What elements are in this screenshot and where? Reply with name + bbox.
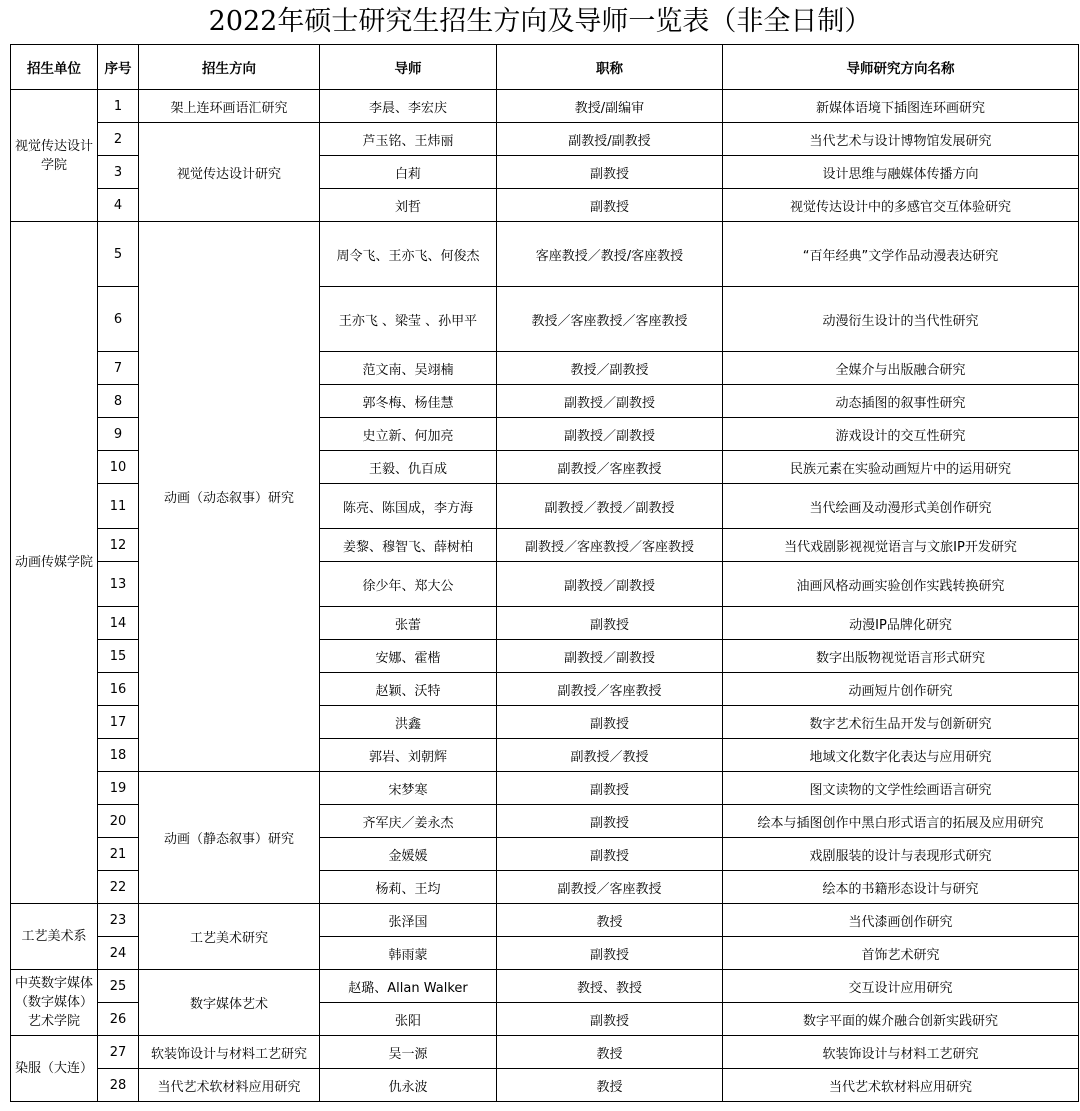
title-cell: 副教授／教授 (497, 739, 723, 772)
advisor-cell: 张泽国 (320, 904, 497, 937)
advisor-cell: 李晨、李宏庆 (320, 90, 497, 123)
row-no: 3 (98, 156, 139, 189)
title-cell: 副教授 (497, 937, 723, 970)
row-no: 12 (98, 529, 139, 562)
advisor-cell: 芦玉铭、王炜丽 (320, 123, 497, 156)
table-row (11, 970, 1079, 1003)
row-no: 26 (98, 1003, 139, 1036)
direction-cell: 动画（动态叙事）研究 (139, 222, 320, 772)
advisor-cell: 陈亮、陈国成，李方海 (320, 484, 497, 529)
title-cell: 副教授／副教授 (497, 418, 723, 451)
topic-cell: 首饰艺术研究 (723, 937, 1079, 970)
table-row (11, 123, 1079, 156)
advisor-cell: 洪鑫 (320, 706, 497, 739)
advisor-cell: 宋梦寒 (320, 772, 497, 805)
row-no: 25 (98, 970, 139, 1003)
row-no: 9 (98, 418, 139, 451)
row-no: 24 (98, 937, 139, 970)
topic-cell: 动漫衍生设计的当代性研究 (723, 287, 1079, 352)
row-no: 1 (98, 90, 139, 123)
advisor-cell: 刘哲 (320, 189, 497, 222)
topic-cell: 视觉传达设计中的多感官交互体验研究 (723, 189, 1079, 222)
table-row (11, 1069, 1079, 1102)
table-row (11, 222, 1079, 287)
topic-cell: 民族元素在实验动画短片中的运用研究 (723, 451, 1079, 484)
topic-cell: 当代艺术与设计博物馆发展研究 (723, 123, 1079, 156)
topic-cell: 游戏设计的交互性研究 (723, 418, 1079, 451)
row-no: 18 (98, 739, 139, 772)
advisor-cell: 仇永波 (320, 1069, 497, 1102)
topic-cell: 动漫IP品牌化研究 (723, 607, 1079, 640)
row-no: 2 (98, 123, 139, 156)
row-no: 6 (98, 287, 139, 352)
topic-cell: 当代艺术软材料应用研究 (723, 1069, 1079, 1102)
advisor-cell: 范文南、吴翊楠 (320, 352, 497, 385)
row-no: 23 (98, 904, 139, 937)
topic-cell: 当代绘画及动漫形式美创作研究 (723, 484, 1079, 529)
direction-cell: 工艺美术研究 (139, 904, 320, 970)
title-cell: 副教授／副教授 (497, 640, 723, 673)
advisor-cell: 郭岩、刘朝辉 (320, 739, 497, 772)
topic-cell: 动画短片创作研究 (723, 673, 1079, 706)
title-cell: 教授 (497, 904, 723, 937)
advisor-cell: 安娜、霍楷 (320, 640, 497, 673)
advisor-cell: 姜黎、穆智飞、薛树柏 (320, 529, 497, 562)
topic-cell: “百年经典”文学作品动漫表达研究 (723, 222, 1079, 287)
row-no: 19 (98, 772, 139, 805)
row-no: 15 (98, 640, 139, 673)
topic-cell: 设计思维与融媒体传播方向 (723, 156, 1079, 189)
title-cell: 教授／副教授 (497, 352, 723, 385)
row-no: 5 (98, 222, 139, 287)
topic-cell: 油画风格动画实验创作实践转换研究 (723, 562, 1079, 607)
advisor-cell: 韩雨蒙 (320, 937, 497, 970)
topic-cell: 数字平面的媒介融合创新实践研究 (723, 1003, 1079, 1036)
advisor-cell: 吴一源 (320, 1036, 497, 1069)
row-no: 14 (98, 607, 139, 640)
title-cell: 教授／客座教授／客座教授 (497, 287, 723, 352)
row-no: 7 (98, 352, 139, 385)
direction-cell: 视觉传达设计研究 (139, 123, 320, 222)
topic-cell: 当代漆画创作研究 (723, 904, 1079, 937)
title-cell: 客座教授／教授/客座教授 (497, 222, 723, 287)
unit-cell: 视觉传达设计学院 (11, 90, 98, 222)
advisor-cell: 郭冬梅、杨佳慧 (320, 385, 497, 418)
topic-cell: 数字出版物视觉语言形式研究 (723, 640, 1079, 673)
header-unit: 招生单位 (11, 45, 98, 90)
title-cell: 教授 (497, 1036, 723, 1069)
topic-cell: 地域文化数字化表达与应用研究 (723, 739, 1079, 772)
topic-cell: 交互设计应用研究 (723, 970, 1079, 1003)
topic-cell: 新媒体语境下插图连环画研究 (723, 90, 1079, 123)
row-no: 13 (98, 562, 139, 607)
row-no: 21 (98, 838, 139, 871)
row-no: 22 (98, 871, 139, 904)
advisor-cell: 张阳 (320, 1003, 497, 1036)
topic-cell: 图文读物的文学性绘画语言研究 (723, 772, 1079, 805)
header-advisor: 导师 (320, 45, 497, 90)
row-no: 28 (98, 1069, 139, 1102)
title-cell: 教授 (497, 1069, 723, 1102)
topic-cell: 数字艺术衍生品开发与创新研究 (723, 706, 1079, 739)
title-cell: 副教授 (497, 607, 723, 640)
title-cell: 副教授／副教授 (497, 385, 723, 418)
topic-cell: 绘本的书籍形态设计与研究 (723, 871, 1079, 904)
row-no: 17 (98, 706, 139, 739)
title-cell: 副教授 (497, 706, 723, 739)
unit-cell: 工艺美术系 (11, 904, 98, 970)
topic-cell: 当代戏剧影视视觉语言与文旅IP开发研究 (723, 529, 1079, 562)
row-no: 16 (98, 673, 139, 706)
advisor-cell: 张蕾 (320, 607, 497, 640)
title-cell: 副教授 (497, 805, 723, 838)
direction-cell: 动画（静态叙事）研究 (139, 772, 320, 904)
row-no: 4 (98, 189, 139, 222)
advisor-cell: 史立新、何加亮 (320, 418, 497, 451)
title-cell: 教授、教授 (497, 970, 723, 1003)
row-no: 27 (98, 1036, 139, 1069)
title-cell: 副教授／副教授 (497, 562, 723, 607)
direction-cell: 当代艺术软材料应用研究 (139, 1069, 320, 1102)
advisor-table (10, 44, 1079, 1102)
advisor-cell: 徐少年、郑大公 (320, 562, 497, 607)
title-cell: 副教授／客座教授 (497, 673, 723, 706)
topic-cell: 动态插图的叙事性研究 (723, 385, 1079, 418)
header-row (11, 45, 1079, 90)
direction-cell: 软装饰设计与材料工艺研究 (139, 1036, 320, 1069)
title-cell: 副教授／客座教授 (497, 871, 723, 904)
row-no: 8 (98, 385, 139, 418)
header-direction: 招生方向 (139, 45, 320, 90)
topic-cell: 戏剧服装的设计与表现形式研究 (723, 838, 1079, 871)
title-cell: 副教授／教授／副教授 (497, 484, 723, 529)
unit-cell: 染服（大连） (11, 1036, 98, 1102)
unit-cell: 中英数字媒体（数字媒体）艺术学院 (11, 970, 98, 1036)
table-row (11, 90, 1079, 123)
topic-cell: 软装饰设计与材料工艺研究 (723, 1036, 1079, 1069)
table-row (11, 772, 1079, 805)
advisor-cell: 周令飞、王亦飞、何俊杰 (320, 222, 497, 287)
page-title: 2022年硕士研究生招生方向及导师一览表（非全日制） (208, 6, 872, 37)
advisor-cell: 王毅、仇百成 (320, 451, 497, 484)
title-cell: 副教授 (497, 189, 723, 222)
title-cell: 副教授 (497, 772, 723, 805)
title-cell: 副教授／客座教授／客座教授 (497, 529, 723, 562)
title-cell: 副教授 (497, 156, 723, 189)
advisor-cell: 白莉 (320, 156, 497, 189)
topic-cell: 全媒介与出版融合研究 (723, 352, 1079, 385)
direction-cell: 架上连环画语汇研究 (139, 90, 320, 123)
title-cell: 副教授 (497, 1003, 723, 1036)
title-cell: 教授/副编审 (497, 90, 723, 123)
direction-cell: 数字媒体艺术 (139, 970, 320, 1036)
header-title: 职称 (497, 45, 723, 90)
title-cell: 副教授 (497, 838, 723, 871)
advisor-cell: 王亦飞 、梁莹 、孙甲平 (320, 287, 497, 352)
topic-cell: 绘本与插图创作中黑白形式语言的拓展及应用研究 (723, 805, 1079, 838)
header-topic: 导师研究方向名称 (723, 45, 1079, 90)
row-no: 20 (98, 805, 139, 838)
table-row (11, 1036, 1079, 1069)
title-cell: 副教授／客座教授 (497, 451, 723, 484)
table-row (11, 904, 1079, 937)
title-cell: 副教授/副教授 (497, 123, 723, 156)
advisor-cell: 金媛媛 (320, 838, 497, 871)
advisor-cell: 杨莉、王均 (320, 871, 497, 904)
advisor-cell: 齐军庆／姜永杰 (320, 805, 497, 838)
advisor-cell: 赵颖、沃特 (320, 673, 497, 706)
advisor-cell: 赵璐、Allan Walker (320, 970, 497, 1003)
unit-cell: 动画传媒学院 (11, 222, 98, 904)
row-no: 10 (98, 451, 139, 484)
header-no: 序号 (98, 45, 139, 90)
row-no: 11 (98, 484, 139, 529)
